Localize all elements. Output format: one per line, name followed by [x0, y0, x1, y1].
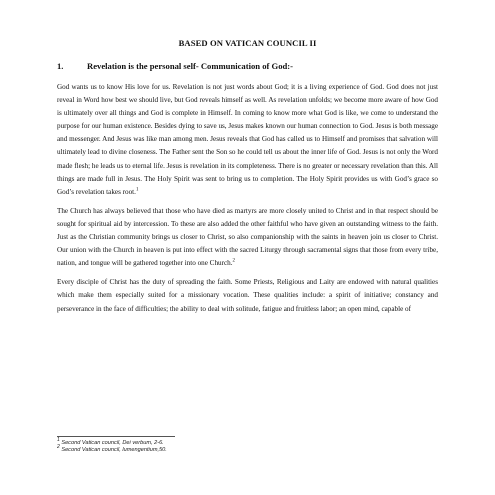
paragraph-3-text: Every disciple of Christ has the duty of spreading the faith. Some Priests, Religious and Laity are endowed with natural qualities which make them especially suited for a missionary vocation. These qualities include: a spirit of initiative; constancy and perseverance in the face of difficulties; the ability to deal with solitude, fatigue and fruitless labor; an open mind, capable of	[57, 278, 438, 313]
footnotes	[57, 436, 438, 455]
document-page	[57, 38, 438, 322]
paragraph-1	[57, 81, 438, 199]
footnote-2-text: Second Vatican council, lumengentium,50.	[59, 447, 167, 454]
footnote-2	[57, 444, 438, 454]
footnote-ref-2: 2	[232, 258, 235, 264]
section-heading-text: Revelation is the personal self- Communication of God:-	[87, 61, 293, 71]
paragraph-1-text: God wants us to know His love for us. Revelation is not just words about God; it is a living experience of God. God does not just reveal in Word how best we should live, but God reveals himself as well. As revelation unfolds; we become more aware of how God is ultimately over all things and God is complete in Himself. In coming to know more what God is like, we come to understand the purpose for our human existence. Besides dying to save us, Jesus makes known our human connection to God. Jesus is both message and messenger. And Jesus was like man among men. Jesus reveals that God has called us to Himself and promises that salvation will ultimately lead to divine closeness. The Father sent the Son so he could tell us about the inner life of God. Jesus is not only the Word made flesh; he leads us to eternal life. Jesus is revelation in its completeness. There is no greater or necessary revelation than this. All things are made full in Jesus. The Holy Spirit was sent to bring us to completion. The Holy Spirit provides us with God’s grace so God’s revelation takes root.	[57, 83, 438, 196]
paragraph-2	[57, 205, 438, 270]
footnote-1-text: Second Vatican council, Dei verbum, 2-6.	[59, 440, 164, 446]
paragraph-2-text: The Church has always believed that those who have died as martyrs are more closely united to Christ and in that respect should be sought for spiritual aid by intercession. To these are also added the other faithful who have given an outstanding witness to the faith. Just as the Christian community brings us closer to Christ, so also companionship with the saints in heaven join us closer to Christ. Our union with the Church in heaven is put into effect with the sacred Liturgy through sacramental signs that those from every tribe, nation, and tongue will be gathered together into one Church.	[57, 206, 438, 268]
document-title: BASED ON VATICAN COUNCIL II	[178, 38, 317, 48]
footnote-mark-2: 2	[57, 444, 60, 451]
section-number: 1.	[57, 61, 64, 71]
footnote-divider	[57, 436, 175, 437]
footnote-mark-1: 1	[57, 437, 60, 444]
footnote-ref-1: 1	[135, 187, 139, 193]
section-heading	[57, 61, 438, 72]
paragraph-3	[57, 276, 438, 315]
